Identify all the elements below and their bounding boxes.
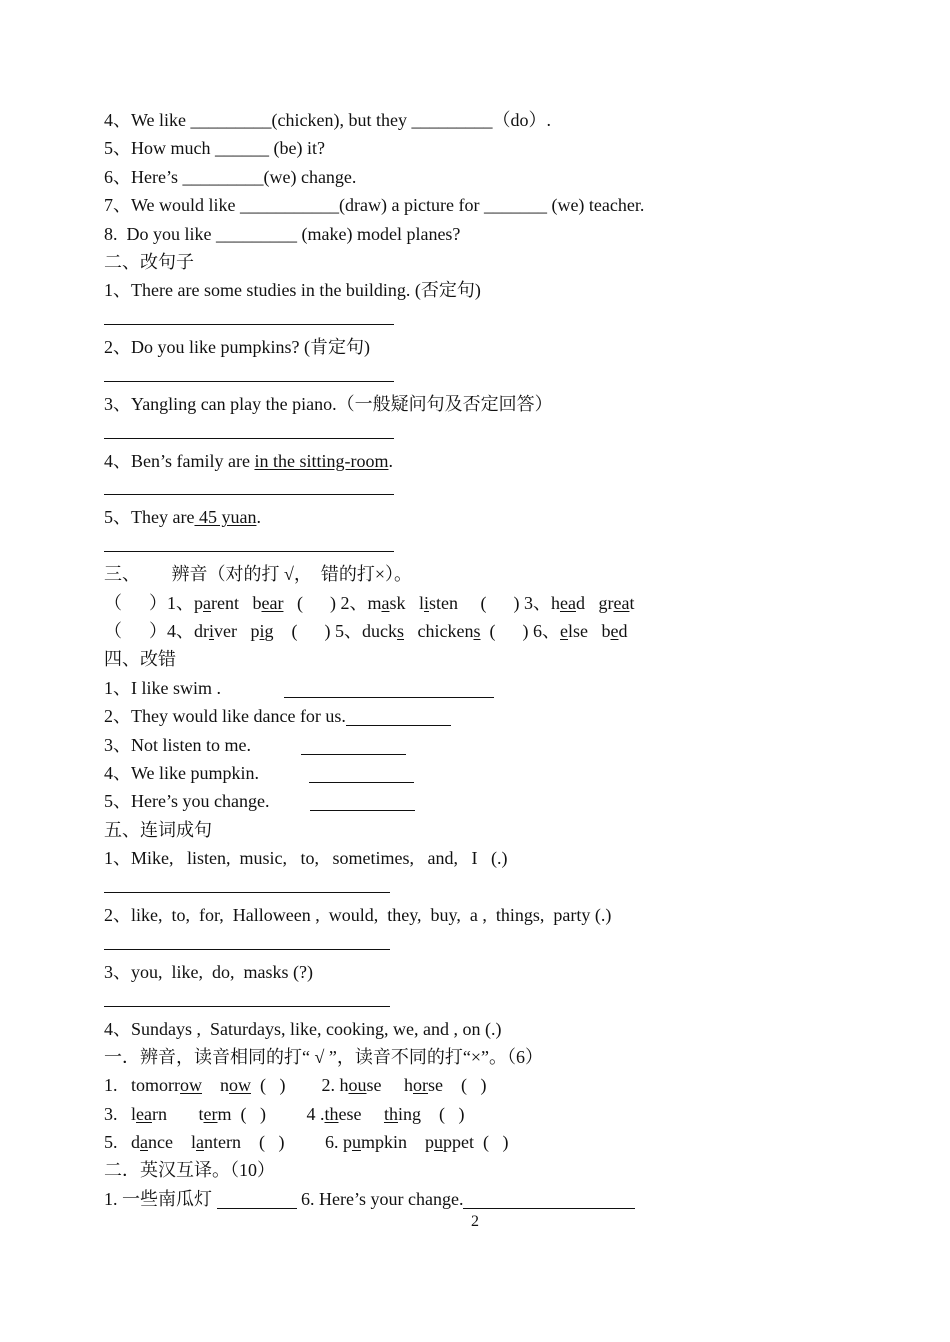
answer-line (104, 929, 864, 957)
answer-line (104, 418, 864, 446)
worksheet-line: 一．辨音，读音相同的打“ √ ”，读音不同的打“×”。（6） (104, 1046, 543, 1067)
worksheet-line: 3、you, like, do, masks (?) (104, 961, 313, 982)
worksheet-line: 1. tomorrow now ( ) 2. house horse ( ) (104, 1075, 487, 1096)
page-number: 2 (471, 1213, 479, 1230)
worksheet-line: 四、改错 (104, 649, 176, 670)
worksheet-line: 5、They are 45 yuan. (104, 507, 261, 528)
answer-line (104, 873, 864, 901)
worksheet-line: 二、改句子 (104, 251, 194, 272)
worksheet-line: （ ）1、parent bear ( ) 2、mask listen ( ) 3、head great (104, 592, 635, 613)
answer-line (104, 986, 864, 1014)
worksheet-line: 1. 一些南瓜灯 6. Here’s your change. (104, 1185, 864, 1213)
worksheet-line: 1、I like swim . (104, 674, 864, 702)
worksheet-line: （ ）4、driver pig ( ) 5、ducks chickens ( ) 6、else bed (104, 621, 628, 642)
worksheet-line: 三、 辨音（对的打 √， 错的打×）。 (104, 564, 413, 585)
worksheet-line: 3、Not listen to me. (104, 731, 864, 759)
worksheet-line: 4、Sundays , Saturdays, like, cooking, we, and , on (.) (104, 1018, 502, 1039)
worksheet-line: 6、Here’s _________(we) change. (104, 166, 357, 187)
answer-line (104, 532, 864, 560)
worksheet-line: 二．英汉互译。（10） (104, 1160, 275, 1181)
worksheet-line: 1、Mike, listen, music, to, sometimes, and, I (.) (104, 848, 508, 869)
worksheet-line: 五、连词成句 (104, 819, 212, 840)
worksheet-line: 5、Here’s you change. (104, 787, 864, 815)
worksheet-line: 5、How much ______ (be) it? (104, 138, 325, 159)
worksheet-line: 4、We like _________(chicken), but they _________（do）. (104, 110, 551, 130)
worksheet-line: 4、Ben’s family are in the sitting-room. (104, 450, 393, 471)
worksheet-line: 1、There are some studies in the building. (否定句) (104, 280, 481, 301)
worksheet-line: 3. learn term ( ) 4 .these thing ( ) (104, 1103, 465, 1124)
worksheet-line: 2、Do you like pumpkins? (肯定句) (104, 337, 370, 358)
worksheet-body (104, 106, 864, 1213)
answer-line (104, 475, 864, 503)
worksheet-line: 3、Yangling can play the piano.（一般疑问句及否定回答） (104, 393, 553, 414)
worksheet-line: 7、We would like ___________(draw) a picture for _______ (we) teacher. (104, 195, 645, 216)
worksheet-line: 4、We like pumpkin. (104, 759, 864, 787)
worksheet-line: 2、like, to, for, Halloween , would, they, buy, a , things, party (.) (104, 904, 612, 925)
worksheet-line: 8. Do you like _________ (make) model planes? (104, 223, 461, 244)
worksheet-line: 5. dance lantern ( ) 6. pumpkin puppet ( ) (104, 1132, 509, 1153)
worksheet-line: 2、They would like dance for us. (104, 702, 864, 730)
answer-line (104, 362, 864, 390)
answer-line (104, 305, 864, 333)
